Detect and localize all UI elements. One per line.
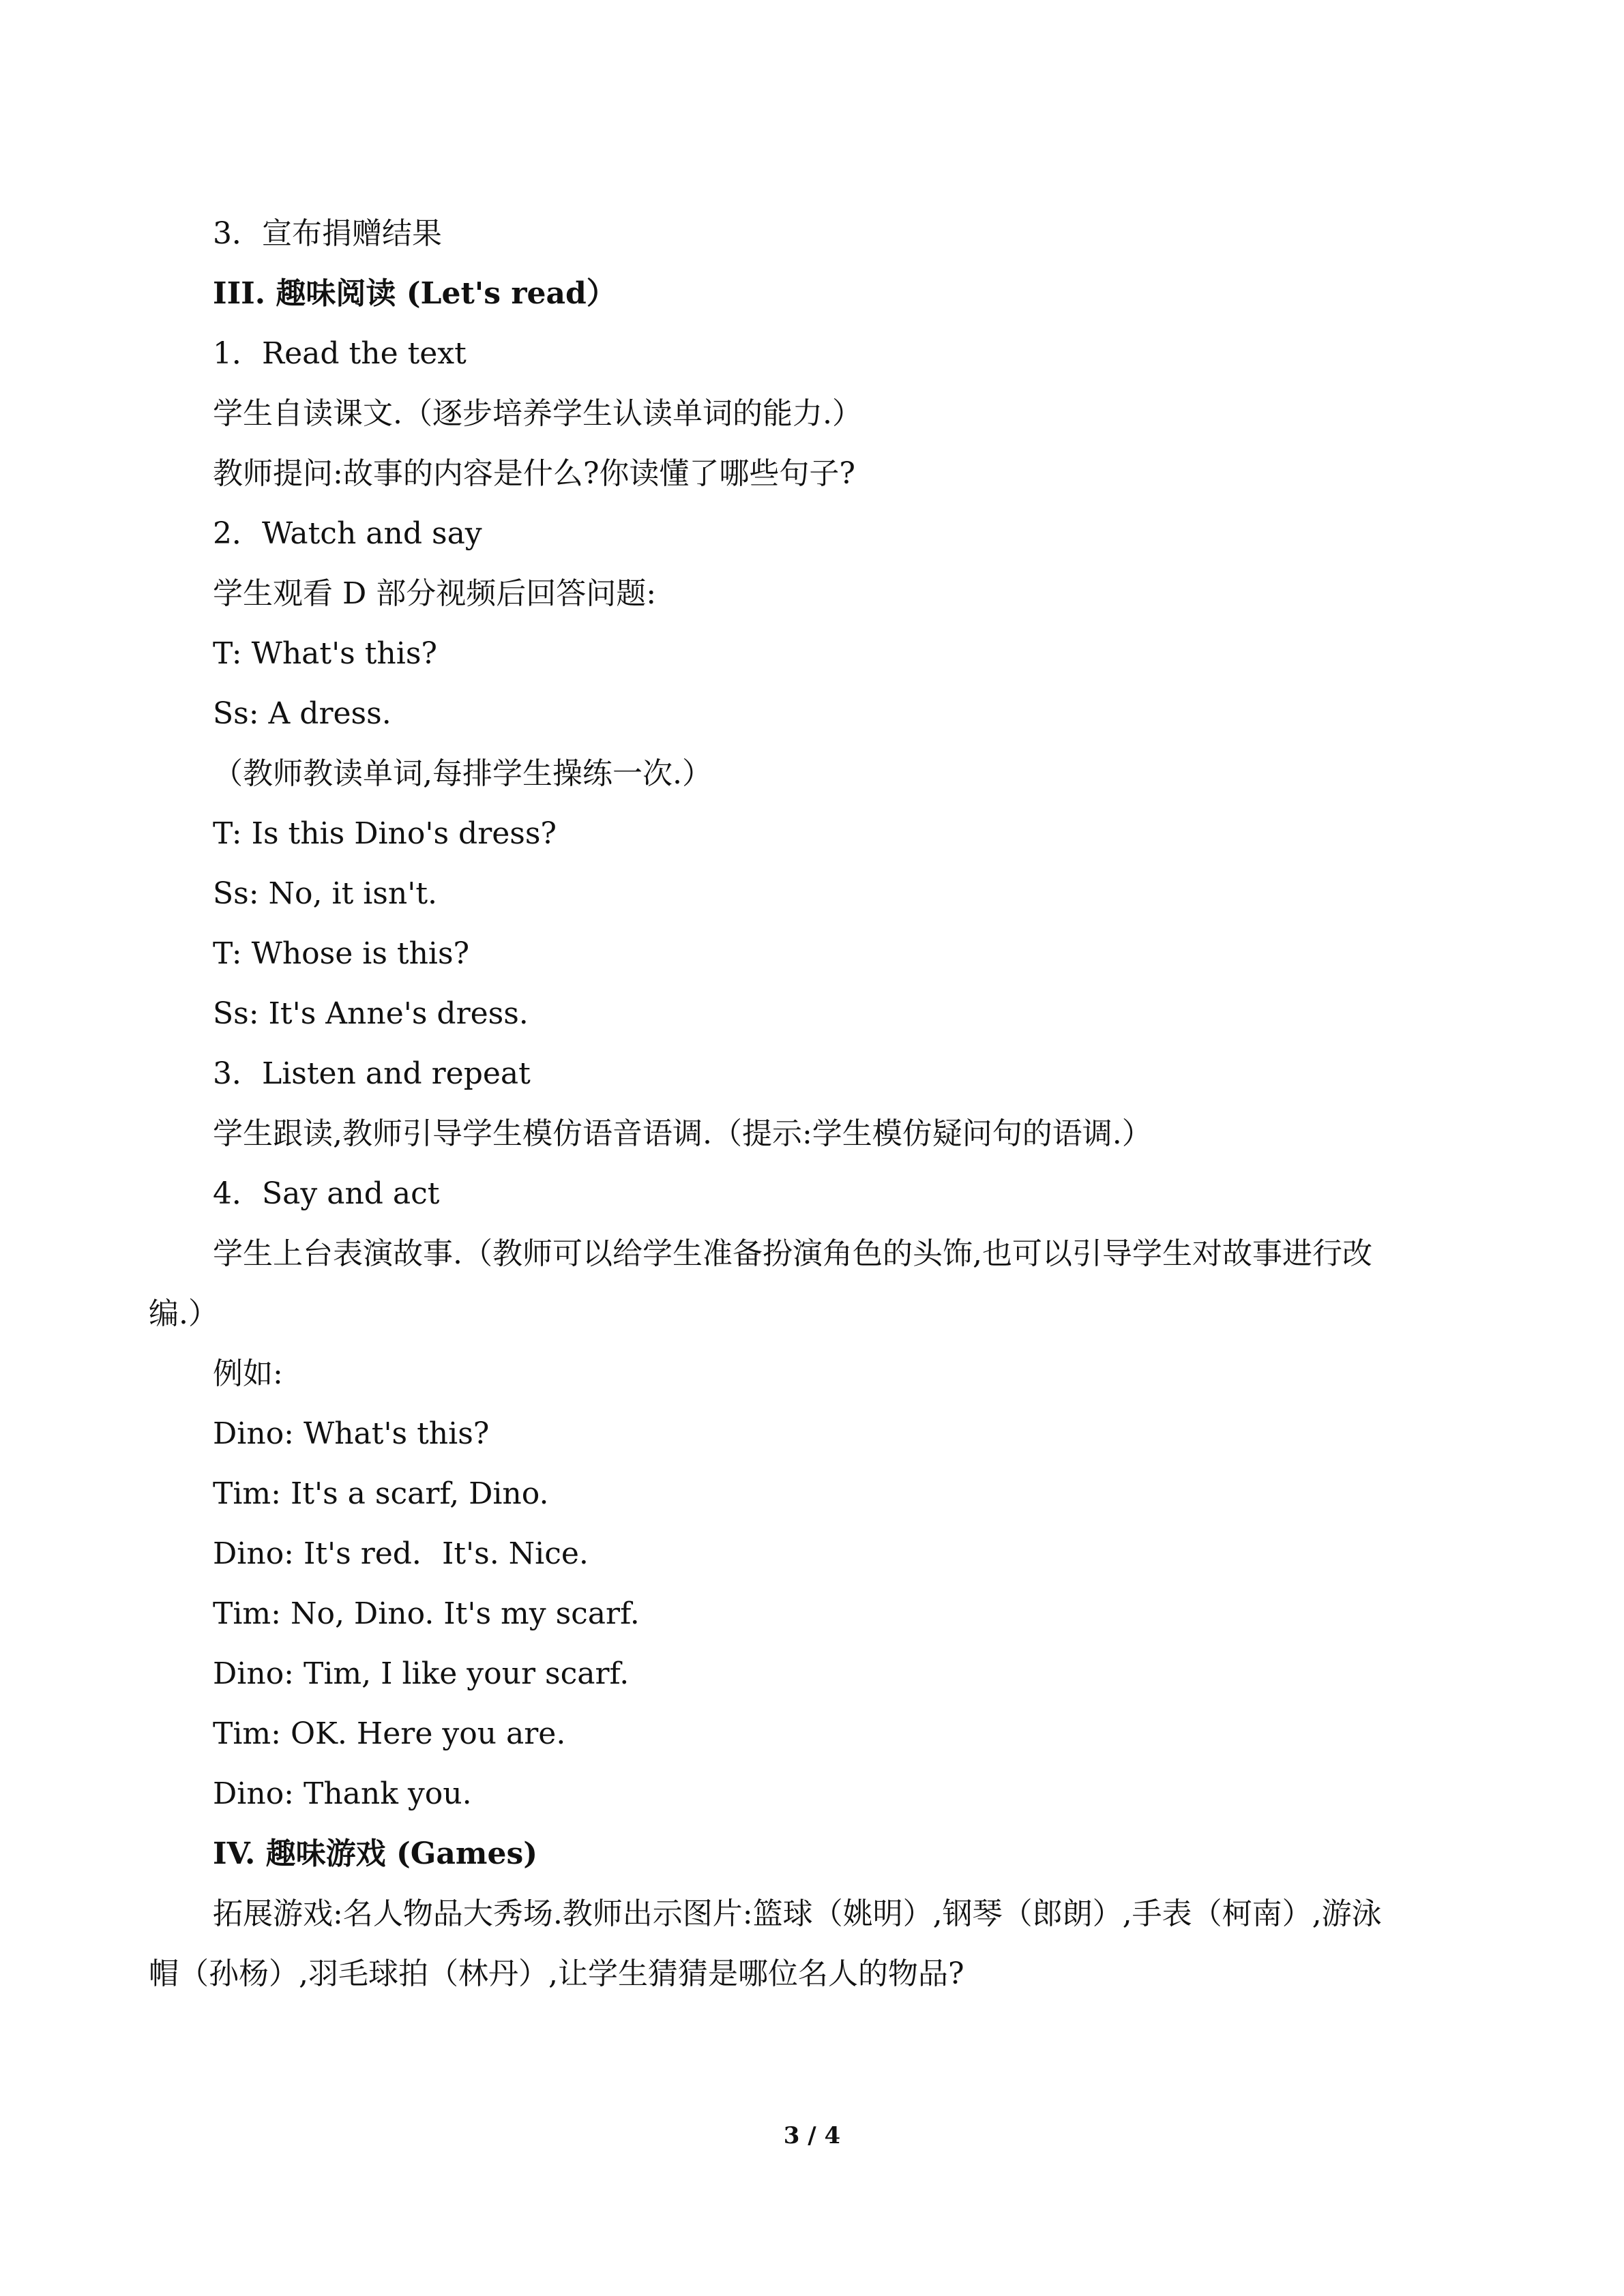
step-1-read-the-text: 1．Read the text bbox=[213, 336, 467, 371]
step-3-listen-and-repeat: 3．Listen and repeat bbox=[213, 1056, 531, 1091]
dialogue-line: Ss: A dress. bbox=[213, 696, 392, 731]
dialogue-line: Dino: Thank you. bbox=[213, 1776, 472, 1811]
dialogue-line: Ss: It's Anne's dress. bbox=[213, 996, 529, 1031]
section-heading-games: IV. 趣味游戏 (Games) bbox=[213, 1836, 538, 1871]
section-heading-lets-read: III. 趣味阅读 (Let's read） bbox=[213, 276, 617, 311]
dialogue-line: Tim: OK. Here you are. bbox=[213, 1716, 566, 1751]
paragraph-extension-game-continued: 帽（孙杨）,羽毛球拍（林丹）,让学生猜猜是哪位名人的物品? bbox=[149, 1956, 964, 1991]
example-label: 例如: bbox=[213, 1356, 283, 1391]
dialogue-line: T: What's this? bbox=[213, 636, 437, 671]
paragraph-teacher-question: 教师提问:故事的内容是什么?你读懂了哪些句子? bbox=[213, 456, 856, 491]
dialogue-line: Dino: What's this? bbox=[213, 1416, 490, 1451]
step-2-watch-and-say: 2．Watch and say bbox=[213, 516, 482, 551]
dialogue-line: Dino: It's red．It's. Nice. bbox=[213, 1536, 589, 1571]
paragraph-perform-story-continued: 编.） bbox=[149, 1296, 218, 1331]
step-3-announce-results: 3．宣布捐赠结果 bbox=[213, 216, 442, 251]
dialogue-line: Ss: No, it isn't. bbox=[213, 876, 437, 911]
paragraph-self-reading: 学生自读课文.（逐步培养学生认读单词的能力.） bbox=[213, 396, 862, 431]
paragraph-teacher-note: （教师教读单词,每排学生操练一次.） bbox=[213, 756, 712, 791]
paragraph-perform-story: 学生上台表演故事.（教师可以给学生准备扮演角色的头饰,也可以引导学生对故事进行改 bbox=[213, 1236, 1372, 1271]
dialogue-line: T: Is this Dino's dress? bbox=[213, 816, 557, 851]
dialogue-line: Tim: It's a scarf, Dino. bbox=[213, 1476, 549, 1511]
page-number: 3 / 4 bbox=[783, 2122, 841, 2149]
paragraph-extension-game: 拓展游戏:名人物品大秀场.教师出示图片:篮球（姚明）,钢琴（郎朗）,手表（柯南）,游泳 bbox=[213, 1896, 1382, 1931]
paragraph-watch-video: 学生观看 D 部分视频后回答问题: bbox=[213, 576, 657, 611]
dialogue-line: Dino: Tim, I like your scarf. bbox=[213, 1656, 630, 1691]
dialogue-line: Tim: No, Dino. It's my scarf. bbox=[213, 1596, 640, 1631]
paragraph-follow-reading: 学生跟读,教师引导学生模仿语音语调.（提示:学生模仿疑问句的语调.） bbox=[213, 1116, 1152, 1151]
dialogue-line: T: Whose is this? bbox=[213, 936, 470, 971]
step-4-say-and-act: 4．Say and act bbox=[213, 1176, 440, 1211]
